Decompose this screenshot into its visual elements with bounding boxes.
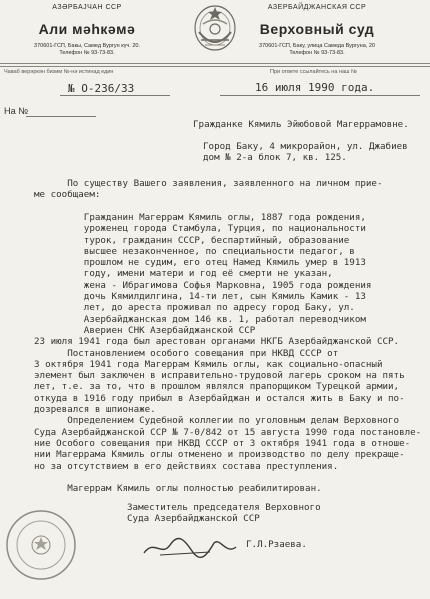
left-republic-name: АЗƏРБАЈЧАН ССР xyxy=(52,4,122,11)
body-line: дозревался в шпионаже. xyxy=(34,404,156,415)
body-line: высшее незаконченное, по специальности педагог, в xyxy=(34,245,355,257)
body-line: нии Магеррама Кямиль оглы отменено и производство по делу прекраще- xyxy=(34,449,405,461)
body-line: ме сообщаем: xyxy=(34,189,101,201)
body-line: ние Особого совещания при НКВД СССР от 3 октября 1941 года в отноше- xyxy=(34,437,411,449)
body-line: элемент был заключен в исправительно-трудовой лагерь сроком на пять xyxy=(34,370,405,382)
body-line: 23 июля 1941 года был арестован органами НКГБ Азербайджанской ССР. xyxy=(34,336,400,348)
handwritten-signature-icon xyxy=(140,535,250,561)
date-underline xyxy=(220,95,420,96)
right-address-line: 370601-ГСП, Баку, улица Самеда Вургуна, 20 xyxy=(259,43,375,49)
number-underline xyxy=(60,95,170,96)
body-line: 3 октября 1941 года Магеррам Кямиль оглы, как социально-опасный xyxy=(34,358,383,370)
left-phone-line: Телефон № 93-73-83. xyxy=(59,50,115,56)
body-line: но за отсутствием в его действиях состава преступления. xyxy=(34,460,339,472)
outgoing-number: № О-236/33 xyxy=(68,82,135,95)
letterhead-divider-double xyxy=(0,66,430,67)
body-line: Авериен СНК Азербайджанской ССР xyxy=(34,324,256,336)
left-address-line: 370601-ГСП, Бакы, Самед Вургун күч. 20. xyxy=(34,43,140,49)
court-stamp-icon xyxy=(4,508,78,582)
body-line: дочь Кямилдилгина, 14-ти лет, сын Кямиль Камик - 13 xyxy=(34,291,366,302)
body-line: году, имени матери и год её смерти не указан, xyxy=(34,268,333,280)
body-line: Магеррам Кямиль оглы полностью реабилитирован. xyxy=(34,483,322,495)
reference-prefix: На № xyxy=(4,106,29,116)
letterhead-right xyxy=(232,4,402,57)
body-line: откуда в 1916 году прибыл в Азербайджан и остался жить в Баку и по- xyxy=(34,392,405,404)
signatory-name: Г.Л.Рзаева. xyxy=(246,539,307,550)
recipient-address-line-1: Город Баку, 4 микрорайон, ул. Джабиев xyxy=(203,141,408,152)
reference-underline xyxy=(26,116,96,117)
signatory-position-line-2: Суда Азербайджанской ССР xyxy=(127,513,260,524)
body-line: лет, т.е. за то, что в прошлом являлся прапорщиком Турецкой армии, xyxy=(34,381,400,393)
body-line: По существу Вашего заявления, заявленного на личном прие- xyxy=(34,178,383,189)
signatory-position-line-1: Заместитель председателя Верховного xyxy=(127,502,321,513)
body-line: прошлом не судим, его отец Намед Кямиль умер в 1913 xyxy=(34,257,366,269)
left-court-title: Али мəһкəмə xyxy=(38,21,136,37)
body-line: Азербайджанская дом 146 кв. 1, работал переводчиком xyxy=(34,313,366,325)
recipient-address-line-2: дом № 2-а блок 7, кв. 125. xyxy=(203,152,347,163)
body-line: Определением Судебной коллегии по уголовным делам Верховного xyxy=(34,415,400,427)
body-line: уроженец города Стамбула, Турция, по национальности xyxy=(34,223,366,235)
body-line: Постановлением особого совещания при НКВД СССР от xyxy=(34,347,339,359)
letterhead-divider xyxy=(0,63,430,64)
body-line: Суда Азербайджанской ССР № 7-0/842 от 15 августа 1990 года постановле- xyxy=(34,426,422,438)
left-reply-note: Чаваб верəркəн бизим №-нə истинад един xyxy=(4,69,114,75)
letterhead-left xyxy=(2,4,172,57)
recipient-name: Гражданке Кямиль Эйюбовой Магеррамовне. xyxy=(193,119,409,130)
right-reply-note: При ответе ссылайтесь на наш № xyxy=(270,69,357,75)
right-republic-name: АЗЕРБАЙДЖАНСКАЯ ССР xyxy=(267,4,367,11)
right-phone-line: Телефон № 93-73-83. xyxy=(289,50,345,56)
body-line: турок, гражданин СССР, беспартийный, образование xyxy=(34,234,350,246)
body-line: жена - Ибрагимова Софья Марковна, 1905 года рождения xyxy=(34,279,372,291)
document-date: 16 июля 1990 года. xyxy=(255,81,375,94)
body-line: Гражданин Магеррам Кямиль оглы, 1887 года рождения, xyxy=(34,211,366,223)
body-line: лет, до ареста проживал по адресу город Баку, ул. xyxy=(34,302,355,314)
right-court-title: Верховный суд xyxy=(259,21,375,37)
